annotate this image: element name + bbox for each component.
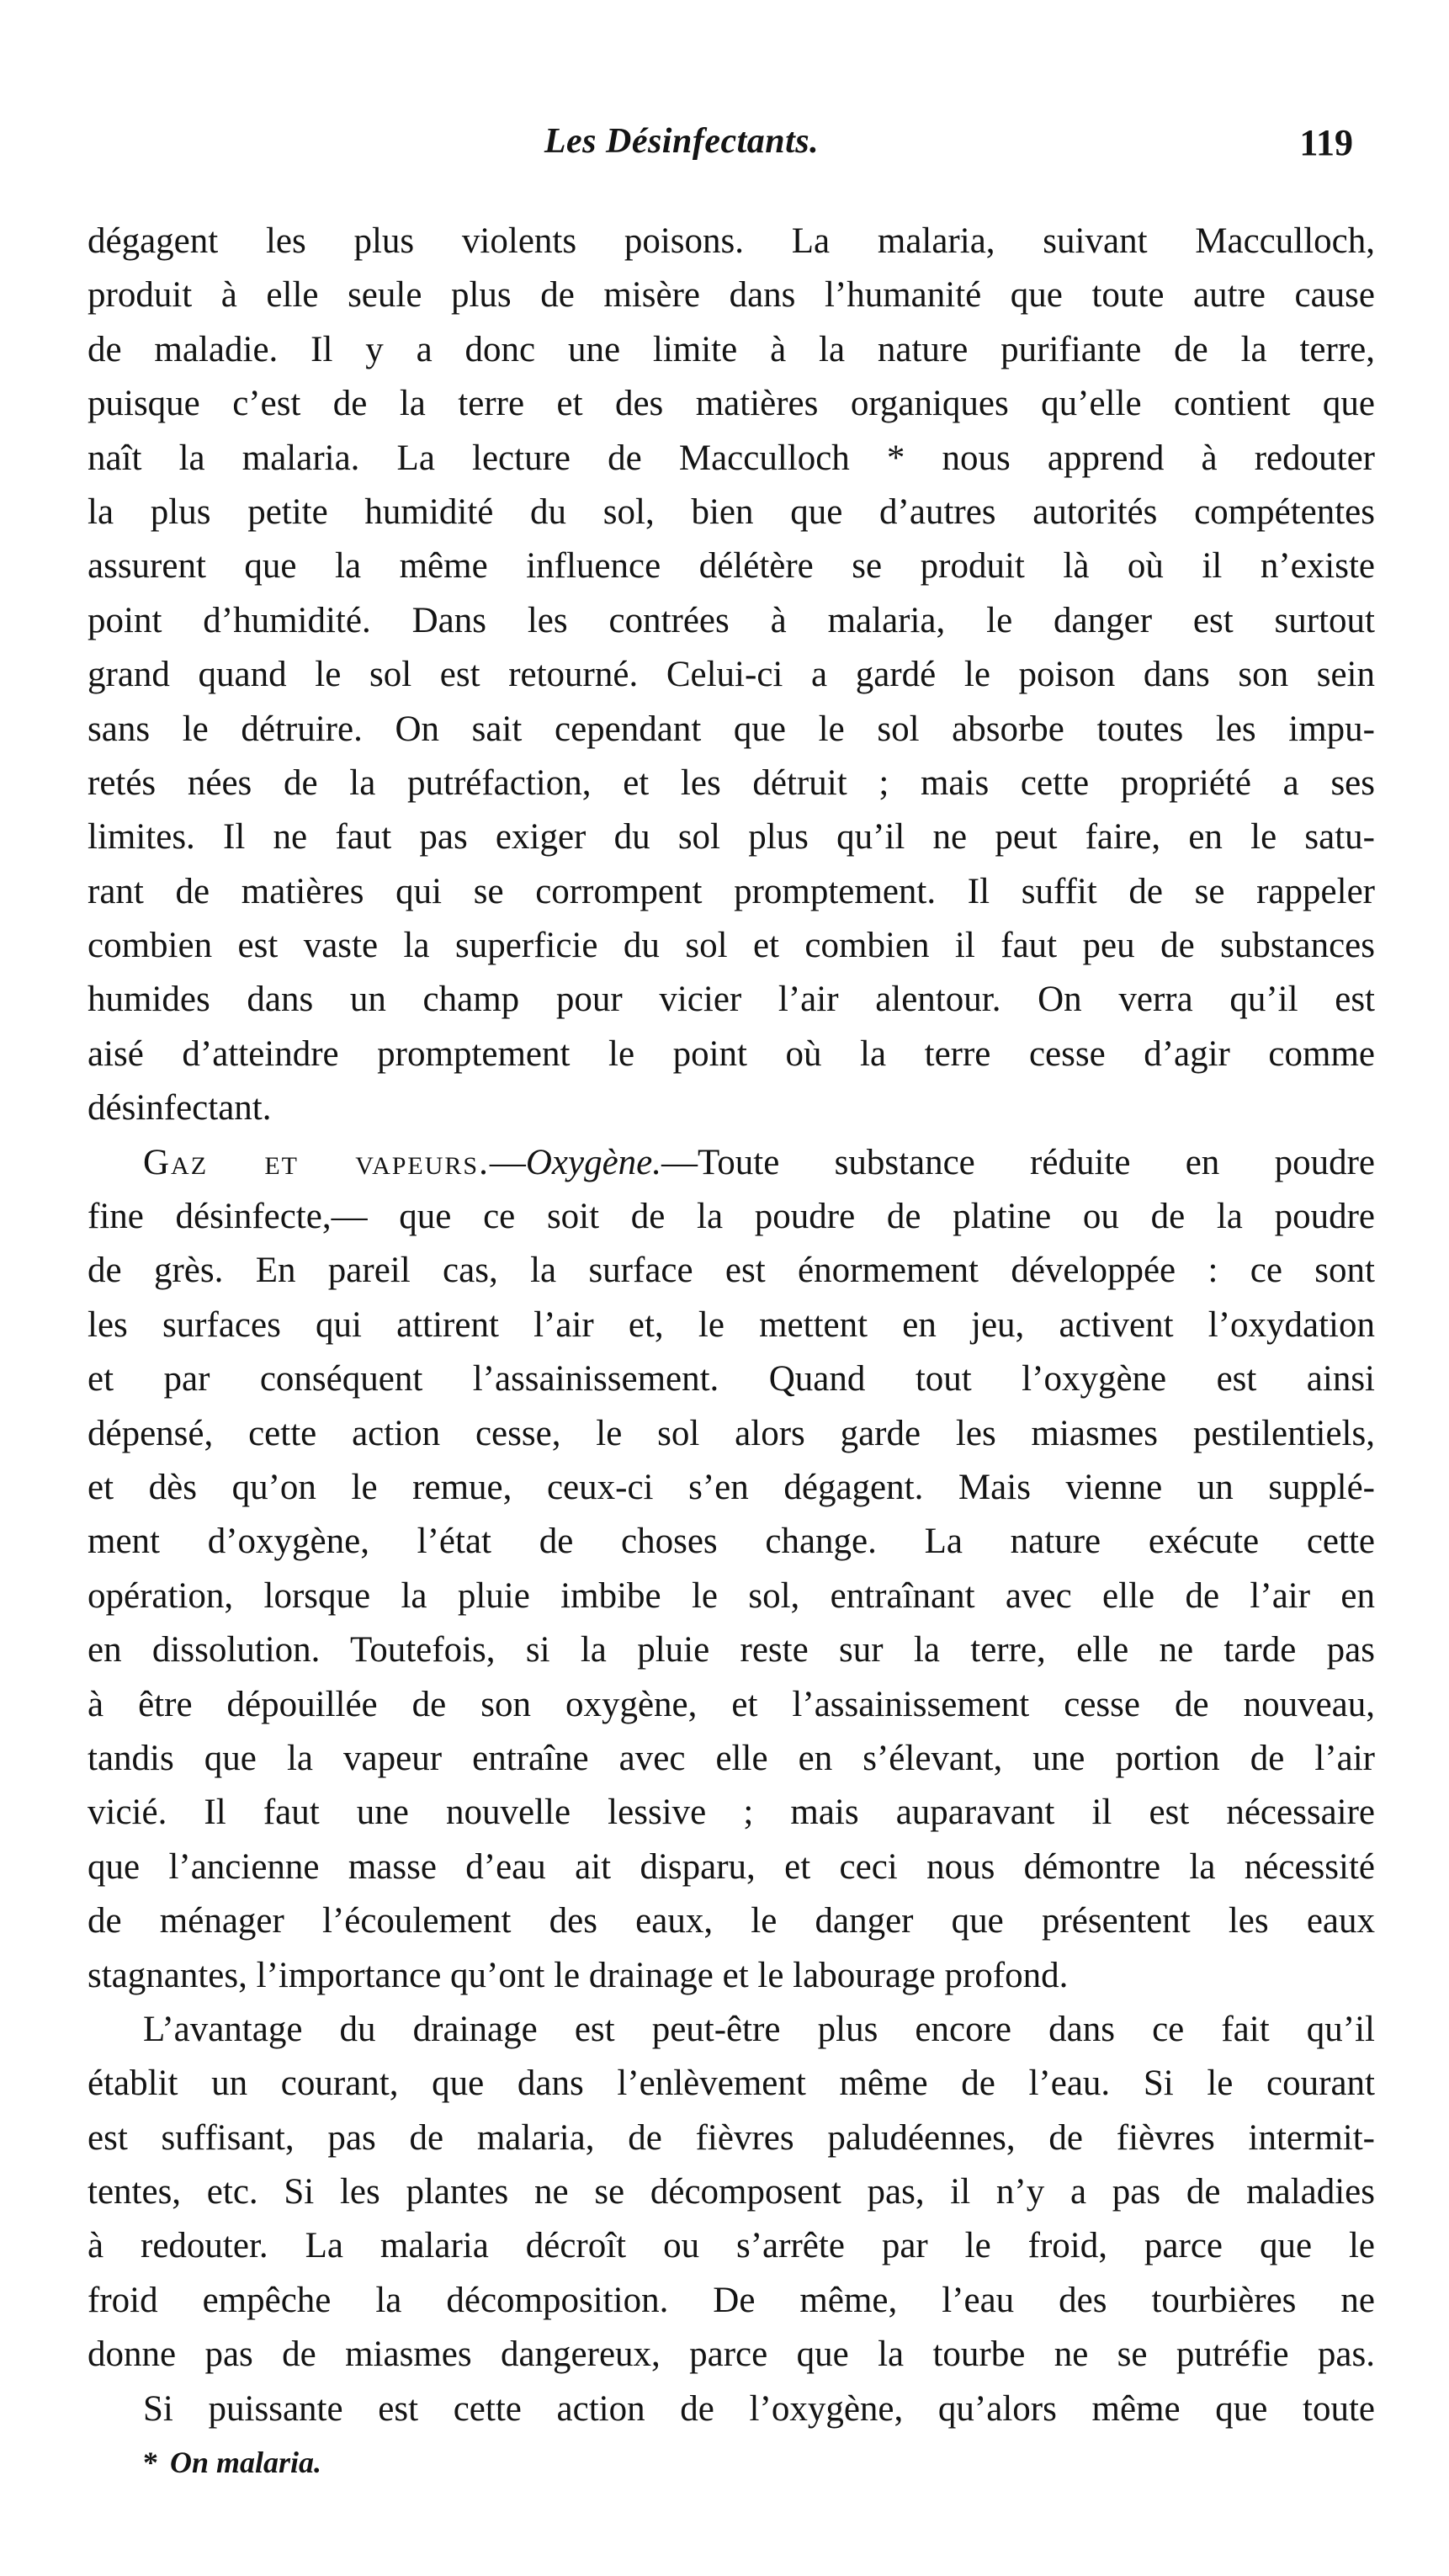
section-heading-line — [88, 1136, 1375, 1190]
paragraph-4 — [88, 2382, 1375, 2436]
text-line: en dissolution. Toutefois, si la pluie reste sur la terre, elle ne tarde pas — [88, 1630, 1375, 1670]
text-line: vicié. Il faut une nouvelle lessive ; mais auparavant il est nécessaire — [88, 1793, 1375, 1833]
paragraph-3 — [88, 2003, 1375, 2382]
section-subheading: Oxygène. — [525, 1142, 662, 1182]
text-line: de maladie. Il y a donc une limite à la nature purifiante de la terre, — [88, 329, 1375, 369]
text-line: de grès. En pareil cas, la surface est énormement développée : ce sont — [88, 1251, 1375, 1291]
text-line: la plus petite humidité du sol, bien que d’autres autorités compétentes — [88, 491, 1375, 532]
footnote-text: On malaria. — [170, 2446, 322, 2479]
text-line: point d’humidité. Dans les contrées à malaria, le danger est surtout — [88, 600, 1375, 640]
text-line: que l’ancienne masse d’eau ait disparu, et ceci nous démontre la nécessité — [88, 1846, 1375, 1887]
text-line: humides dans un champ pour vicier l’air alentour. On verra qu’il est — [88, 980, 1375, 1020]
text-line: à redouter. La malaria décroît ou s’arrête par le froid, parce que le — [88, 2226, 1375, 2266]
text-line: L’avantage du drainage est peut-être plus encore dans ce fait qu’il — [143, 2009, 1375, 2049]
body-text — [88, 215, 1375, 2436]
text-line: grand quand le sol est retourné. Celui-ci a gardé le poison dans son sein — [88, 655, 1375, 695]
running-title: Les Désinfectants. — [544, 122, 820, 161]
text-line: assurent que la même influence délétère se produit là où il n’existe — [88, 546, 1375, 587]
text-line: les surfaces qui attirent l’air et, le mettent en jeu, activent l’oxydation — [88, 1304, 1375, 1345]
section-heading: Gaz et vapeurs. — [143, 1142, 490, 1182]
text-line: produit à elle seule plus de misère dans l’humanité que toute autre cause — [88, 275, 1375, 316]
text-line: naît la malaria. La lecture de Macculloch * nous apprend à redouter — [88, 438, 1375, 478]
text-line: sans le détruire. On sait cependant que le sol absorbe toutes les impu- — [88, 709, 1375, 749]
footnote-mark: * — [143, 2446, 158, 2479]
page-header — [84, 118, 1397, 172]
text-line: Si puissante est cette action de l’oxygène, qu’alors même que toute — [143, 2388, 1375, 2429]
text-line: et par conséquent l’assainissement. Quand tout l’oxygène est ainsi — [88, 1359, 1375, 1400]
text-line: dépensé, cette action cesse, le sol alors garde les miasmes pestilentiels, — [88, 1413, 1375, 1453]
text-line: désinfectant. — [88, 1088, 272, 1129]
text-line: dégagent les plus violents poisons. La malaria, suivant Macculloch, — [88, 221, 1375, 261]
text-line: limites. Il ne faut pas exiger du sol plus qu’il ne peut faire, en le satu- — [88, 817, 1375, 858]
text-line: de ménager l’écoulement des eaux, le danger que présentent les eaux — [88, 1901, 1375, 1941]
page-number: 119 — [1299, 122, 1353, 163]
paragraph-2 — [88, 1136, 1375, 2003]
heading-dash: — — [489, 1142, 526, 1182]
text-line: donne pas de miasmes dangereux, parce que la tourbe ne se putréfie pas. — [88, 2334, 1375, 2375]
text-line: stagnantes, l’importance qu’ont le drainage et le labourage profond. — [88, 1955, 1069, 1995]
text-line: tentes, etc. Si les plantes ne se décomposent pas, il n’y a pas de maladies — [88, 2172, 1375, 2212]
text-line: rant de matières qui se corrompent promptement. Il suffit de se rappeler — [88, 871, 1375, 911]
heading-line-text: —Toute substance réduite en poudre — [661, 1142, 1375, 1182]
text-line: est suffisant, pas de malaria, de fièvres paludéennes, de fièvres intermit- — [88, 2117, 1375, 2158]
text-line: aisé d’atteindre promptement le point où la terre cesse d’agir comme — [88, 1033, 1375, 1074]
text-line: établit un courant, que dans l’enlèvement même de l’eau. Si le courant — [88, 2063, 1375, 2104]
paragraph-1 — [88, 215, 1375, 1136]
text-line: à être dépouillée de son oxygène, et l’assainissement cesse de nouveau, — [88, 1684, 1375, 1724]
text-line: tandis que la vapeur entraîne avec elle en s’élevant, une portion de l’air — [88, 1738, 1375, 1778]
text-line: fine désinfecte,— que ce soit de la poudre de platine ou de la poudre — [88, 1197, 1375, 1237]
text-line: et dès qu’on le remue, ceux-ci s’en dégagent. Mais vienne un supplé- — [88, 1467, 1375, 1507]
text-line: froid empêche la décomposition. De même, l’eau des tourbières ne — [88, 2280, 1375, 2320]
text-line: combien est vaste la superficie du sol et combien il faut peu de substances — [88, 926, 1375, 966]
text-line: puisque c’est de la terre et des matières organiques qu’elle contient que — [88, 384, 1375, 424]
text-line: retés nées de la putréfaction, et les détruit ; mais cette propriété a ses — [88, 762, 1375, 803]
footnote — [143, 2445, 321, 2480]
text-line: ment d’oxygène, l’état de choses change. La nature exécute cette — [88, 1522, 1375, 1562]
text-line: opération, lorsque la pluie imbibe le sol, entraînant avec elle de l’air en — [88, 1575, 1375, 1616]
